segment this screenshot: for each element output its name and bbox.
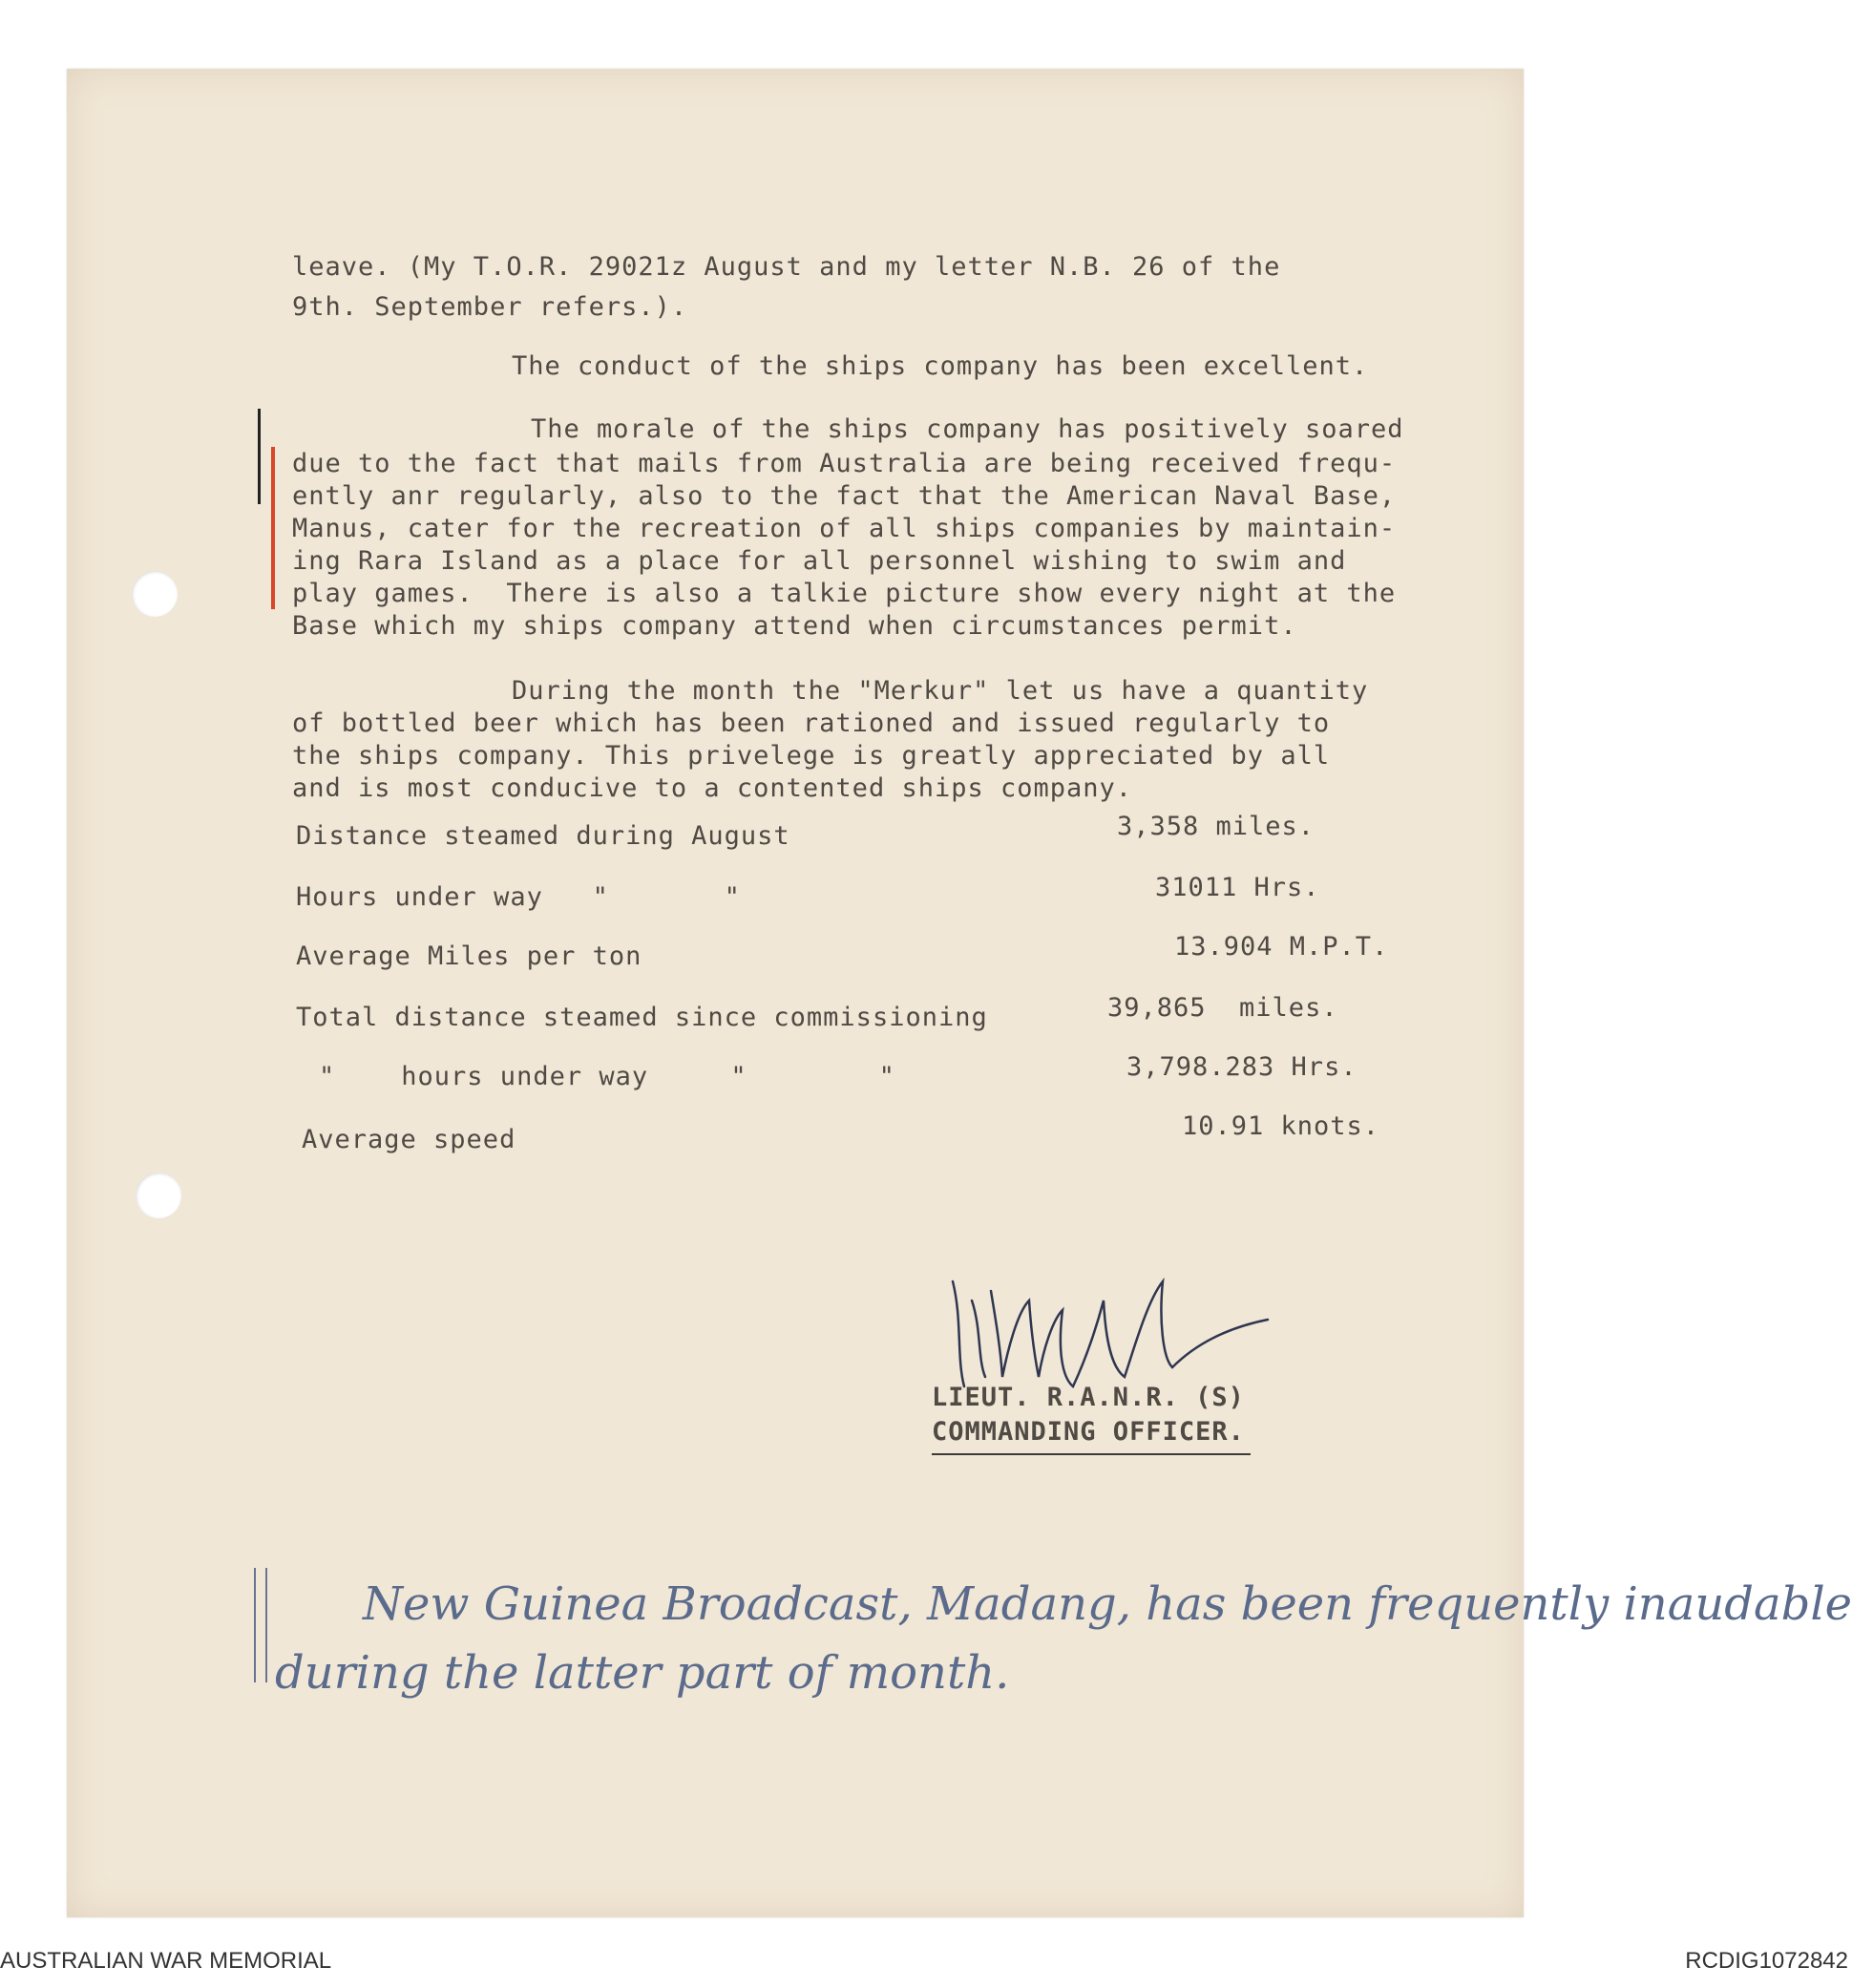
stat-label: Average Miles per ton xyxy=(296,941,642,971)
signature-title: COMMANDING OFFICER. xyxy=(932,1417,1245,1447)
footer-id: RCDIG1072842 xyxy=(1685,1948,1848,1974)
text-line: The morale of the ships company has positively soared xyxy=(531,414,1404,444)
text-line: of bottled beer which has been rationed and issued regularly to xyxy=(292,708,1331,738)
signature-rank: LIEUT. R.A.N.R. (S) xyxy=(932,1383,1245,1412)
stat-label: Distance steamed during August xyxy=(296,821,790,851)
text-line: The conduct of the ships company has been excellent. xyxy=(512,351,1369,381)
footer-source: AUSTRALIAN WAR MEMORIAL xyxy=(0,1948,332,1974)
document-page xyxy=(67,69,1852,1917)
stat-value: 31011 Hrs. xyxy=(1155,873,1320,902)
text-line: ing Rara Island as a place for all personnel wishing to swim and xyxy=(292,546,1347,576)
stat-label: " hours under way " " xyxy=(319,1062,895,1091)
text-line: Manus, cater for the recreation of all ships companies by maintain- xyxy=(292,514,1397,543)
handwritten-note-line1: New Guinea Broadcast, Madang, has been frequently inaudable xyxy=(363,1577,1852,1631)
margin-mark-red xyxy=(271,447,275,609)
stat-label: Average speed xyxy=(302,1125,516,1154)
stat-value: 10.91 knots. xyxy=(1182,1111,1380,1141)
margin-mark-black xyxy=(258,409,261,504)
stat-value: 3,798.283 Hrs. xyxy=(1126,1052,1357,1082)
text-line: During the month the "Merkur" let us have a quantity xyxy=(512,676,1369,706)
text-line: and is most conducive to a contented ships company. xyxy=(292,773,1133,803)
stat-label: Hours under way " " xyxy=(296,882,741,912)
signature-underline xyxy=(932,1453,1251,1455)
pencil-margin-mark xyxy=(254,1568,256,1682)
text-line: play games. There is also a talkie picture show every night at the xyxy=(292,579,1397,608)
text-line: Base which my ships company attend when circumstances permit. xyxy=(292,611,1297,641)
stat-label: Total distance steamed since commissioning xyxy=(296,1003,988,1032)
pencil-margin-mark xyxy=(265,1568,267,1682)
text-line: ently anr regularly, also to the fact that the American Naval Base, xyxy=(292,481,1397,511)
text-line: 9th. September refers.). xyxy=(292,292,688,322)
punch-hole-top xyxy=(132,571,178,617)
stat-value: 13.904 M.P.T. xyxy=(1174,932,1389,962)
text-line: due to the fact that mails from Australia are being received frequ- xyxy=(292,449,1397,478)
stat-value: 3,358 miles. xyxy=(1117,812,1315,841)
punch-hole-bottom xyxy=(136,1173,181,1218)
handwritten-note-line2: during the latter part of month. xyxy=(275,1646,1010,1700)
text-line: the ships company. This privelege is greatly appreciated by all xyxy=(292,741,1331,771)
stat-value: 39,865 miles. xyxy=(1107,993,1338,1023)
text-line: leave. (My T.O.R. 29021z August and my letter N.B. 26 of the xyxy=(292,252,1281,282)
